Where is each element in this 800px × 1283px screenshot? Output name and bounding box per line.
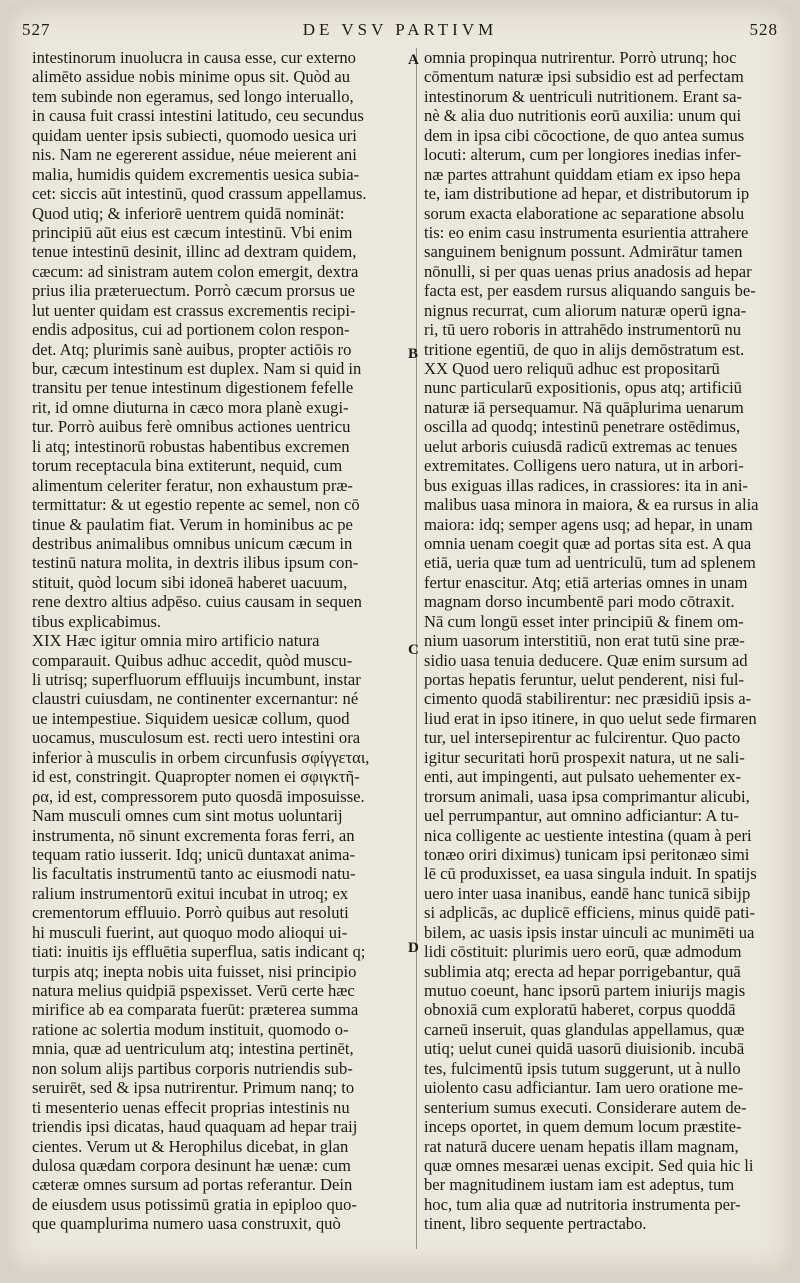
text-line: torum receptacula bina extiterunt, nequid, cum: [32, 456, 343, 476]
text-line: in causa fuit crassi intestini latitudo, ceu secundus: [32, 106, 364, 126]
text-line: hi musculi fuerint, aut quoquo modo alioqui ui-: [32, 922, 348, 942]
text-line: tur, uel intersepirentur ac fulcirentur. Quo pacto: [424, 728, 741, 748]
text-line: det. Atq; plurimis sanè auibus, propter actiōis ro: [32, 339, 352, 359]
text-line: intestinorum & uentriculi nutritionem. Erant sa-: [424, 86, 742, 106]
text-line: locuti: alterum, cum per longiores inedias infer-: [424, 145, 742, 165]
text-line: tem subinde non egeramus, sed longo interuallo,: [32, 86, 354, 106]
text-line: malibus uasa minora in maiora, & ea rursus in alia: [424, 495, 759, 515]
text-line: li utrisq; superfluorum effluuijs incumbunt, instar: [32, 670, 361, 689]
text-line: seruirēt, sed & ipsa nutrirentur. Primum nanq; to: [32, 1078, 355, 1098]
text-line: tis: eo enim casu instrumenta esurientia attrahere: [424, 222, 749, 242]
text-line: ue intempestiue. Siquidem uesicæ collum, quod: [32, 708, 350, 728]
text-line: tinent, libro sequente pertractabo.: [424, 1214, 647, 1234]
text-line: crementorum effluuio. Porrò quibus aut resoluti: [32, 903, 349, 923]
text-line: Nam musculi omnes cum sint motus uoluntarij: [32, 806, 343, 826]
text-line: ber magnitudinem iustam iam est adeptus, tum: [424, 1175, 735, 1195]
text-line: nica colligente ac uestiente intestina (quam à peri: [424, 825, 752, 845]
text-line: quidam uenter ipsis subiecti, quomodo uesica uri: [32, 125, 357, 145]
text-line: tonæo oriri diximus) tunicam ipsi peritonæo simi: [424, 844, 750, 864]
text-line: alimēto assidue nobis minime opus sit. Quòd au: [32, 67, 351, 87]
text-line: comparauit. Quibus adhuc accedit, quòd muscu-: [32, 650, 353, 670]
text-line: cimento quodā stabilirentur: nec præsidiū ipsis a-: [424, 689, 752, 709]
text-line: endis adpositus, cui ad portionem colon respon-: [32, 320, 350, 340]
text-line: naturæ iā persequamur. Nā quāplurima uenarum: [424, 397, 744, 417]
text-line: nium uasorum interstitiū, non erat tutū sine præ-: [424, 631, 745, 651]
text-line: intestinorum inuolucra in causa esse, cur externo: [32, 48, 356, 67]
text-line: ratione ac solertia modum instituit, quomodo o-: [32, 1019, 349, 1039]
text-line: de eiusdem usus potissimū gratia in epiploo quo-: [32, 1194, 357, 1214]
text-line: liud erat in ipso itinere, in quo uelut sede firmaren: [424, 708, 757, 728]
text-line: oscilla ad quodq; intestinū penetrare ostēdimus,: [424, 417, 741, 437]
text-line: sanguinem benignum possunt. Admirātur tamen: [424, 242, 743, 262]
page-number-right: 528: [749, 20, 778, 39]
text-line: dem in ipsa cibi cōcoctione, de quo antea sumus: [424, 125, 745, 145]
left-text-column: [32, 48, 419, 1234]
text-line: alimentum celeriter feratur, non exhaustum præ-: [32, 475, 353, 495]
text-line: natura melius quidpiā pspexisset. Verū certe hæc: [32, 981, 355, 1000]
text-line: transitu per tenue intestinum digestionem fefelle: [32, 378, 354, 398]
text-line: prius ilia præteruectum. Porrò cæcum prorsus ue: [32, 281, 356, 301]
text-line: turpis atq; inepta nobis uita fuisset, nisi principio: [32, 961, 357, 981]
text-line: tequam ratio iusserit. Idq; unicū duntaxat anima-: [32, 844, 356, 864]
text-line: trorsum animali, uasa ipsa comprimantur alicubi,: [424, 786, 750, 806]
text-line: tur. Porrò auibus ferè omnibus actiones uentricu: [32, 417, 351, 437]
text-line: cæteræ omnes sursum ad portas referantur. Dein: [32, 1175, 353, 1195]
text-line: uero inter uasa inanibus, eandē hanc tunicā sibijp: [424, 883, 751, 903]
text-line: nōnulli, si per quas uenas prius anadosis ad hepar: [424, 261, 752, 281]
text-line: carneū inseruit, quas glandulas appellamus, quæ: [424, 1019, 745, 1039]
text-line: que quamplurima numero uasa construxit, quò: [32, 1214, 341, 1234]
text-line: sorum exacta elaboratione ac separatione absolu: [424, 203, 745, 223]
text-line: igitur securitati horū prospexit natura, ut ne sali-: [424, 747, 745, 767]
margin-letter-a: A: [408, 52, 419, 68]
text-line: nunc particularū expositionis, opus atq; artificiū: [424, 378, 742, 398]
text-line: testinū natura molita, in dextris ilibus ipsum con-: [32, 553, 359, 573]
text-line: nis. Nam ne egererent assidue, néue meierent ani: [32, 145, 357, 165]
text-line: inceps oportet, in quem demum locum præstite-: [424, 1117, 742, 1137]
text-line: bus exiguas illas radices, in crassiores: ita in ani-: [424, 475, 748, 495]
text-line: principiū aūt eius est cæcum intestinū. Vbi enim: [32, 222, 353, 242]
text-line: tes, fulcimentū ipsis tutum suggerunt, ut à nullo: [424, 1058, 741, 1078]
text-line: lis facultatis instrumentū tanto ac eiusmodi natu-: [32, 864, 356, 884]
text-line: bilem, ac uasis ipsis instar uinculi ac munimēti ua: [424, 922, 755, 942]
text-line: malia, humidis quidem excrementis uesica subia-: [32, 164, 360, 184]
text-line: lut uenter quidam est crassus excrementis recipi-: [32, 300, 356, 320]
text-line: id est, constringit. Quapropter nomen ei σφιγκτῆ-: [32, 767, 360, 787]
text-line: Nā cum longū esset inter principiū & finem om-: [424, 611, 744, 631]
text-line: claustri cuiusdam, ne continenter excernantur: né: [32, 689, 359, 709]
text-line: utiq; uelut cunei quidā uasorū diuisionib. incubā: [424, 1039, 745, 1059]
running-title: DE VSV PARTIVM: [302, 20, 498, 39]
text-line: uel perrumpantur, aut omnino adficiantur: A tu-: [424, 806, 739, 826]
text-line: inferior à musculis in orbem circunfusis σφίγγεται,: [32, 747, 370, 767]
text-line: lē cū produxisset, ea uasa singula induit. In spatijs: [424, 864, 757, 884]
text-line: enti, aut impingenti, aut pulsato uehementer ex-: [424, 767, 742, 787]
text-line: dulosa quædam corpora desinunt hæ uenæ: cum: [32, 1155, 351, 1175]
text-line: senterium sumus executi. Considerare autem de-: [424, 1097, 747, 1117]
text-line: sidio uasa tenuia deducere. Quæ enim sursum ad: [424, 650, 748, 670]
text-line: tibus explicabimus.: [32, 611, 162, 631]
text-line: rene dextro altius adpēso. cuius causam in sequen: [32, 592, 362, 612]
text-line: portas hepatis feruntur, uelut penderent, nisi ful-: [424, 670, 745, 689]
book-page: [8, 6, 792, 1271]
text-line: omnia uenam coegit quæ ad portas sita est. A qua: [424, 533, 752, 553]
text-line: uelut arboris cuiusdā radicū extremas ac tenues: [424, 436, 738, 456]
text-line: extremitates. Colligens uero natura, ut in arbori-: [424, 456, 744, 476]
text-line: rat naturā ducere uenam hepatis illam magnam,: [424, 1136, 739, 1156]
text-line: instrumenta, nō sinunt excrementa foras ferri, an: [32, 825, 355, 845]
text-line: bur, cæcum intestinum est duplex. Nam si quid in: [32, 359, 362, 378]
text-line: uiolento casu adficiantur. Iam uero oratione me-: [424, 1078, 744, 1098]
text-line: XX Quod uero reliquū adhuc est propositarū: [424, 359, 720, 378]
text-line: cientes. Verum ut & Herophilus dicebat, in glan: [32, 1136, 349, 1156]
text-line: ti mesenterio uenas effecit proprias intestinis nu: [32, 1097, 350, 1117]
text-line: destribus animalibus omnibus unicum cæcum in: [32, 533, 353, 553]
text-line: etiā, ueria quæ tum ad uentriculū, tum ad splenem: [424, 553, 756, 573]
text-line: termittatur: & ut egestio repente ac semel, non cō: [32, 495, 360, 515]
text-line: rit, id omne diuturna in cæco mora planè exugi-: [32, 397, 349, 417]
text-line: magnam dorso incumbentē pari modo cōtraxit.: [424, 592, 735, 612]
page-header: [22, 20, 778, 44]
text-line: mutuo coeunt, hanc ipsorū partem iniurijs magis: [424, 981, 746, 1000]
text-line: quæ omnes mesaræi uenas excipit. Sed quia hic li: [424, 1155, 754, 1175]
text-line: ρα, id est, compressorem puto quosdā imposuisse.: [32, 786, 365, 806]
margin-letter-d: D: [408, 940, 419, 956]
text-line: omnia propinqua nutrirentur. Porrò utrunq; hoc: [424, 48, 737, 67]
text-line: tiati: inuitis ijs effluētia superflua, satis indicant q;: [32, 942, 366, 962]
text-line: tritione egentiū, de quo in alijs demōstratum est.: [424, 339, 745, 359]
text-line: Quod utiq; & inferiorē uentrem quidā nominät:: [32, 203, 345, 223]
text-line: maiora: idq; semper agens usq; ad hepar, in unam: [424, 514, 753, 534]
text-line: tinue & paulatim fiat. Verum in hominibus ac pe: [32, 514, 353, 534]
text-line: nignus recurrat, cum aliorum naturæ operū igna-: [424, 300, 747, 320]
text-line: mnia, quæ ad uentriculum atq; intestina pertinēt,: [32, 1039, 354, 1059]
text-line: cæcum: ad sinistram autem colon emergit, dextra: [32, 261, 359, 281]
text-line: cet: siccis aūt intestinū, quod crassum appellamus.: [32, 184, 367, 204]
text-line: sublimia atq; erecta ad hepar porrigebantur, quā: [424, 961, 741, 981]
text-line: si adplicās, ac duplicē efficiens, minus quidē pati-: [424, 903, 756, 923]
text-line: lidi cōstituit: plurimis uero eorū, quæ admodum: [424, 942, 742, 962]
text-line: uocamus, musculosum est. recti uero intestini ora: [32, 728, 361, 748]
text-line: tenue intestinū desinit, illinc ad dextram quidem,: [32, 242, 357, 262]
text-line: li atq; intestinorū robustas habentibus excremen: [32, 436, 350, 456]
margin-letter-b: B: [408, 346, 419, 362]
margin-letter-c: C: [408, 642, 419, 658]
text-line: facta est, per easdem rursus aliquando sanguis be-: [424, 281, 756, 301]
text-line: cōmentum naturæ ipsi subsidio est ad perfectam: [424, 67, 744, 87]
text-line: mirifice ab ea comparata fuerūt: præterea summa: [32, 1000, 359, 1020]
text-line: stituit, quòd locum sibi idoneā haberet uacuum,: [32, 572, 348, 592]
text-line: ralium instrumentorū exitui incubat in utroq; ex: [32, 883, 349, 903]
text-line: næ partes attrahunt quiddam etiam ex ipso hepa: [424, 164, 741, 184]
page-number-left: 527: [22, 20, 51, 39]
text-line: non solum alijs partibus corporis nutriendis sub-: [32, 1058, 353, 1078]
right-text-column: [424, 48, 790, 1234]
text-line: hoc, tum alia quæ ad nutritoria instrumenta per-: [424, 1194, 741, 1214]
text-line: nè & alia duo nutritionis eorū auxilia: unum qui: [424, 106, 742, 126]
text-line: ri, tū uero roboris in attrahēdo instrumentorū nu: [424, 320, 742, 340]
text-line: triendis ipsi dicatas, haud quaquam ad hepar traij: [32, 1117, 358, 1137]
text-line: te, iam distributione ad hepar, et distributorum ip: [424, 184, 750, 204]
text-line: XIX Hæc igitur omnia miro artificio natura: [32, 631, 320, 651]
text-line: fertur enascitur. Atq; etiā arterias omnes in unam: [424, 572, 748, 592]
text-line: obnoxiā cum exploratū haberet, corpus quoddā: [424, 1000, 736, 1020]
